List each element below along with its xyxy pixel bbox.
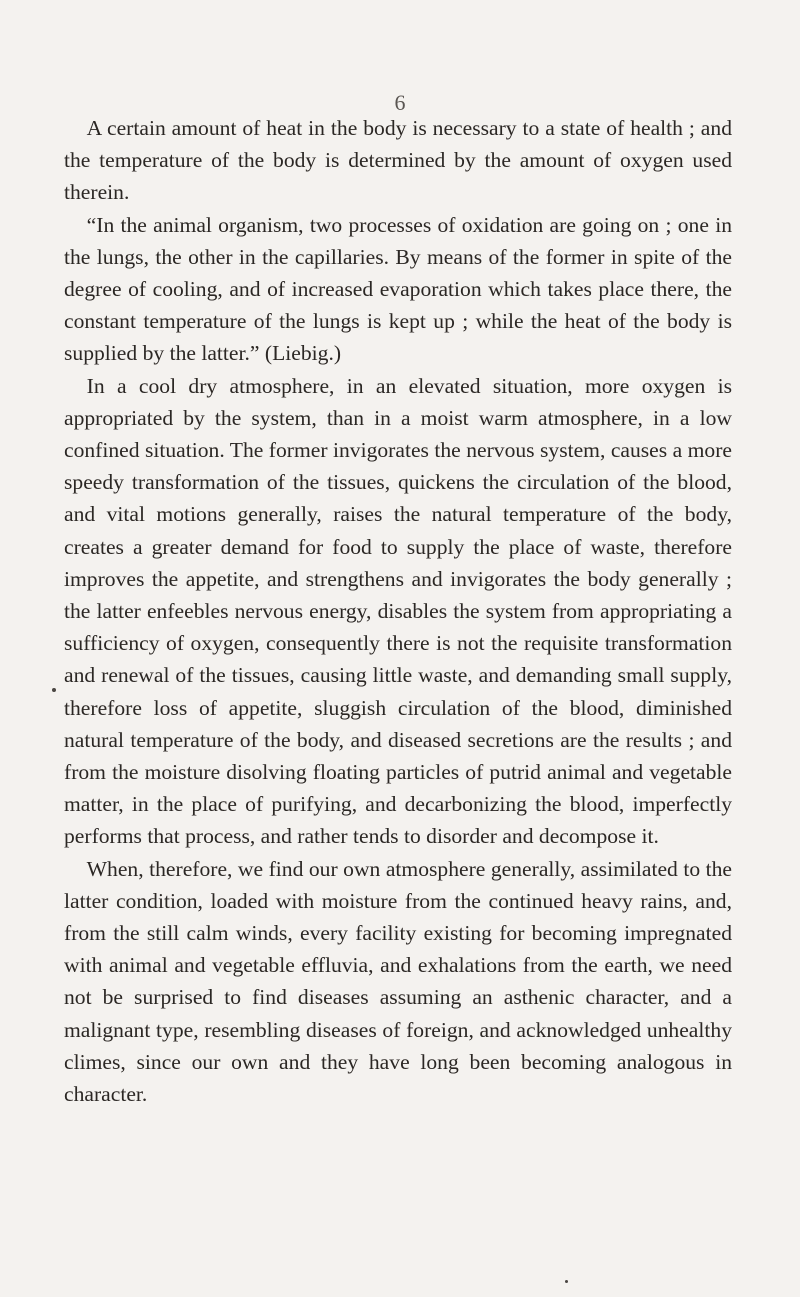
paragraph-2: “In the animal organism, two processes of oxidation are going on ; one in the lungs, the other in the capillaries. By means of the former in spite of the degree of cooling, and of increased evaporation which takes place there, the constant temperature of the lungs is kept up ; while the heat of the body is supplied by the latter.” (Liebig.) <box>64 212 732 366</box>
ink-speck <box>565 1280 568 1283</box>
paragraph-1: A certain amount of heat in the body is necessary to a state of health ; and the temperature of the body is determined by the amount of oxygen used therein. <box>64 116 732 205</box>
paragraph-4: When, therefore, we find our own atmosphere generally, assimilated to the latter condition, loaded with moisture from the continued heavy rains, and, from the still calm winds, every facility existing for becoming impregnated with animal and vegetable effluvia, and exhalations from the earth, we need not be surprised to find diseases assuming an asthenic character, and a malignant type, resembling diseases of foreign, and acknowledged unhealthy climes, since our own and they have long been becoming analogous in character. <box>64 856 732 1107</box>
page-number: 6 <box>394 90 406 115</box>
ink-speck <box>52 688 56 692</box>
paragraph-3: In a cool dry atmosphere, in an elevated situation, more oxygen is appropriated by the system, than in a moist warm atmosphere, in a low confined situation. The former invigorates the nervous system, causes a more speedy transformation of the tissues, quickens the circulation of the blood, and vital motions generally, raises the natural temperature of the body, creates a greater demand for food to supply the place of waste, therefore improves the appetite, and strengthens and invigorates the body generally ; the latter enfeebles nervous energy, disables the system from appropriating a sufficiency of oxygen, consequently there is not the requisite transformation and renewal of the tissues, causing little waste, and demanding small supply, therefore loss of appetite, sluggish circulation of the blood, diminished natural temperature of the body, and diseased secretions are the results ; and from the moisture disolving floating particles of putrid animal and vegetable matter, in the place of purifying, and decarbonizing the blood, imperfectly performs that process, and rather tends to disorder and decompose it. <box>64 373 732 849</box>
body-text <box>64 112 732 1110</box>
